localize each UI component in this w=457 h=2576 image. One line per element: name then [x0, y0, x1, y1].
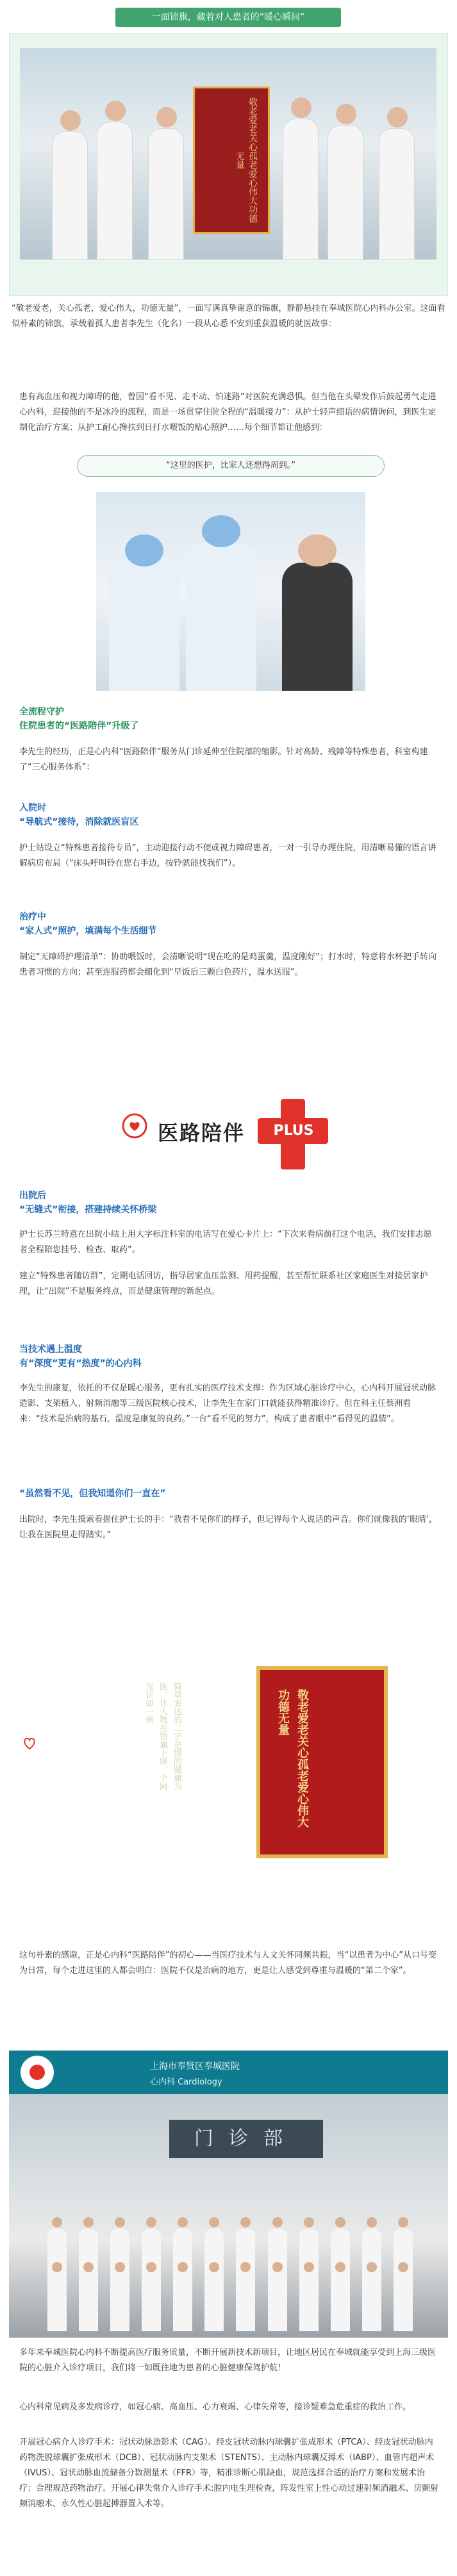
- staff-person: [328, 125, 363, 260]
- service-logo-text: 医路陪伴: [158, 1121, 245, 1145]
- hero-photo-frame: [9, 33, 448, 296]
- hospital-logo-icon: [21, 2056, 54, 2089]
- second-pennant-text: 敬老爱老关心孤老爱心伟大功德无量: [276, 1689, 309, 1828]
- second-pennant: [256, 1666, 388, 1858]
- final-paragraph: 心内科常见病及多发病诊疗，如冠心病、高血压、心力衰竭、心律失常等，接诊疑难急危重症的救治工作。: [19, 2402, 411, 2412]
- department-header: [9, 2051, 448, 2094]
- nursing-photo: [96, 492, 365, 691]
- section-title: “虽然看不见，但我知道你们一直在”: [19, 1489, 166, 1499]
- service-logo: [122, 1099, 340, 1163]
- subsection-title-line1: 入院时: [19, 803, 46, 813]
- hero-caption: “敬老爱老，关心孤老，爱心伟大，功德无量”，一面写满真挚谢意的锦旗，静静悬挂在奉城医院心内科办公室。这面看似朴素的锦旗，承载着孤人患者李先生（化名）一段从心悉不安到重获温暖的就医故事：: [12, 304, 445, 329]
- plus-text: PLUS: [273, 1123, 314, 1139]
- section-title-line1: 全流程守护: [19, 707, 64, 717]
- department-name: 心内科 Cardiology: [150, 2077, 222, 2087]
- closing-paragraph: 这句朴素的感谢，正是心内科“医路陪伴”的初心——当医疗技术与人文关怀同频共振，当“以患者为中心”从口号变为日常，每个走进这里的人都会明白：医院不仅是治病的地方，更是让人感受到尊重与温暖的“第二个家”。: [19, 1951, 436, 1976]
- section-title-line2: 住院患者的“医路陪伴”升级了: [19, 721, 139, 731]
- staff-person: [52, 131, 88, 260]
- plus-cross-icon: [258, 1099, 328, 1169]
- staff-person: [379, 128, 415, 260]
- staff-person: [148, 128, 184, 260]
- vertical-poem: 简单表达的二字是缓的暖旗为医，让人物在锦旗上绑，个同见证如一例: [144, 1682, 181, 1790]
- final-paragraph: 多年来奉城医院心内科不断提高医疗服务质量，不断开展新技术新项目，让地区居民在奉城就能享受到上海三级医院的心脏介入诊疗项目，我们将一如既往地为患者的心脏健康保驾护航！: [19, 2348, 436, 2373]
- subsection-title-line1: 治疗中: [19, 912, 46, 922]
- subsection-paragraph: 建立“特殊患者随访群”，定期电话回访，指导居家血压监测、用药提醒，甚至帮忙联系社区家庭医生对接居家护理，让“出院”不是服务终点，而是健康管理的新起点。: [19, 1271, 428, 1296]
- staff-row-front: [47, 2274, 413, 2331]
- subsection-paragraph: 护士站设立“特殊患者接待专员”，主动迎接行动不便或视力障碍患者，一对一引导办理住院，用清晰易懂的语言讲解病房布局（“床头呼叫铃在您右手边，按铃就能找我们”）。: [19, 843, 436, 868]
- section-title-line2: 有“深度”更有“热度”的心内科: [19, 1358, 142, 1369]
- building-sign: 门诊部: [169, 2120, 323, 2158]
- quote-box: “这里的医护，比家人还想得周到。”: [77, 455, 385, 477]
- subsection-paragraph: 护士长苏兰特意在出院小结上用大字标注科室的电话写在爱心卡片上：“下次来看病前打这个电话，我们安排志愿者全程陪您挂号、检查、取药”。: [19, 1230, 432, 1255]
- patient-figure: [282, 563, 353, 691]
- section-paragraph: 李先生的经历，正是心内科“医路陪伴”服务从门诊延伸至住院部的缩影。针对高龄、残障等特殊患者，科室构建了“三心服务体系”：: [19, 747, 428, 772]
- staff-person: [283, 119, 319, 260]
- hero-photo: [20, 48, 436, 260]
- subsection-title-line2: “导航式”接待，消除就医盲区: [19, 817, 139, 827]
- subsection-title-line1: 出院后: [19, 1191, 46, 1201]
- subsection-title-line2: “无缝式”衔接，搭建持续关怀桥梁: [19, 1205, 157, 1215]
- final-paragraph: 开展冠心病介入诊疗手术：冠状动脉造影术（CAG）、经皮冠状动脉内球囊扩张成形术（PTCA）、经皮冠状动脉内药物洗脱球囊扩张成形术（DCB）、冠状动脉内支架术（STENTS）、主动脉内球囊反搏术（IABP）、血管内超声术（IVUS）、冠状动脉血流储备分数测量术（FFR）等，精准诊断心肌缺血，规范选择合适的治疗方案和发展术治疗；合理规范药物治疗。开展心律失常介入诊疗手术:腔内电生理检查，阵发性室上性心动过速射频消融术、房颤射频消融术、永久性心脏起搏器置入术等。: [19, 2438, 439, 2509]
- pennant-text: 敬老爱老关心孤老爱心伟大功德无量: [235, 97, 258, 223]
- top-tag: 一面锦旗，藏着对人患者的“暖心瞬间”: [115, 8, 341, 27]
- intro-paragraph: 患有高血压和视力障碍的他，曾因“看不见、走不动、怕迷路”对医院充满恐惧。但当他在头晕发作后鼓起勇气走进心内科，迎接他的不是冰冷的流程，而是一场贯穿住院全程的“温暖接力”：从护士轻声细语的病情询问，到医生定制化治疗方案；从护工耐心搀扶到日打水喂饭的贴心照护……每个细节都让他感到：: [19, 392, 436, 433]
- nurse-figure: [186, 543, 256, 691]
- section-paragraph: 出院时，李先生摸索着握住护士长的手：“我看不见你们的样子，但记得每个人说话的声音。你们就像我的‘眼睛’，让我在医院里走得踏实。”: [19, 1515, 438, 1540]
- hospital-name: 上海市奉贤区奉城医院: [150, 2061, 240, 2072]
- staff-person: [97, 122, 133, 260]
- nurse-figure: [109, 563, 179, 691]
- section-title-line1: 当技术遇上温度: [19, 1344, 82, 1355]
- subsection-title-line2: “家人式”照护，填满每个生活细节: [19, 926, 157, 936]
- pennant-banner: [193, 87, 270, 234]
- heart-icon: [22, 1735, 37, 1751]
- group-photo: [9, 2094, 448, 2338]
- hospital-logo-icon: [122, 1113, 147, 1139]
- section-paragraph: 李先生的康复，依托的不仅是暖心服务，更有扎实的医疗技术支撑：作为区域心脏诊疗中心，心内科开展冠状动脉造影、支架植入、射频消融等三级医院核心技术，让李先生在家门口就能获得精准诊疗。但在科主任蔡洲看来：“技术是治病的基石，温度是康复的良药。”一台“看不见的努力”，构成了患者眼中“看得见的温情”。: [19, 1383, 436, 1424]
- subsection-paragraph: 制定“无障碍护理清单”：协助喂饭时，会清晰说明“现在吃的是鸡蛋羹，温度刚好”；打水时，特意将水杯把手转向患者习惯的方向；甚至连服药都会细化到“早饭后三颗白色药片，温水送服”。: [19, 952, 436, 977]
